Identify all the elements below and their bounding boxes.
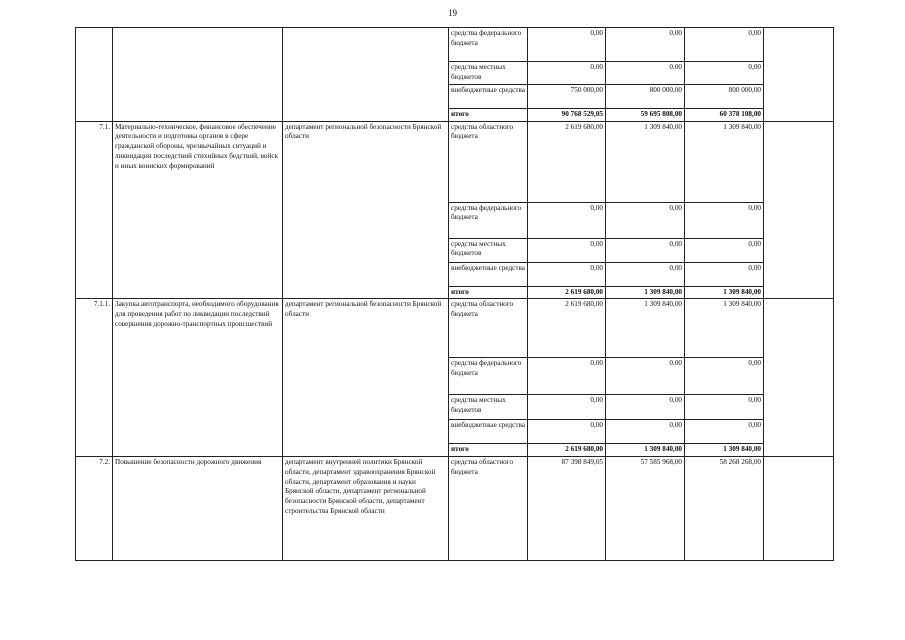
- amount-year3: 0,00: [685, 420, 764, 444]
- executor: департамент региональной безопасности Брянской области: [283, 299, 449, 457]
- amount-year2: 0,00: [606, 202, 685, 238]
- amount-year1: 2 619 680,00: [528, 121, 606, 202]
- amount-year2: 0,00: [606, 28, 685, 62]
- amount-year1: 87 398 849,05: [528, 457, 606, 561]
- result-link-cell: [764, 121, 834, 299]
- amount-year2: 1 309 840,00: [606, 121, 685, 202]
- result-link-cell: [764, 457, 834, 561]
- amount-year1: 0,00: [528, 28, 606, 62]
- code-cell: [76, 28, 113, 122]
- executor: департамент региональной безопасности Брянской области: [283, 121, 449, 299]
- activity-name: Материально-техническое, финансовое обеспечение деятельности и подготовка органов в сфере гражданской обороны, чрезвычайных ситуаций и ликвидации последствий стихийных бедствий, войск и иных воинских формирований: [113, 121, 283, 299]
- funding-source-label: средства местных бюджетов: [449, 62, 528, 85]
- amount-year2: 0,00: [606, 420, 685, 444]
- amount-year3: 0,00: [685, 358, 764, 395]
- executor: департамент внутренней политики Брянской области, департамент здравоохранения Брянской области, департамент образования и науки Брянской области, департамент региональной безопасности Брянской области, департамент строительства Брянской области: [283, 457, 449, 561]
- funding-source-label: итого: [449, 109, 528, 122]
- amount-year1: 0,00: [528, 62, 606, 85]
- amount-year1: 750 000,00: [528, 85, 606, 109]
- amount-year3: 1 309 840,00: [685, 444, 764, 457]
- funding-source-label: итого: [449, 286, 528, 299]
- table-row: [76, 121, 834, 202]
- result-link-cell: [764, 28, 834, 122]
- amount-year3: 1 309 840,00: [685, 286, 764, 299]
- funding-source-label: средства местных бюджетов: [449, 238, 528, 262]
- funding-source-label: внебюджетные средства: [449, 85, 528, 109]
- amount-year1: 90 768 529,05: [528, 109, 606, 122]
- budget-table: [75, 27, 834, 561]
- amount-year2: 800 000,00: [606, 85, 685, 109]
- funding-source-label: средства областного бюджета: [449, 457, 528, 561]
- amount-year3: 0,00: [685, 28, 764, 62]
- funding-source-label: средства областного бюджета: [449, 121, 528, 202]
- item-code: 7.1.1.: [76, 299, 113, 457]
- funding-source-label: средства местных бюджетов: [449, 395, 528, 420]
- item-code: 7.2.: [76, 457, 113, 561]
- table-row: [76, 457, 834, 561]
- amount-year1: 0,00: [528, 238, 606, 262]
- page-number: 19: [448, 8, 457, 18]
- amount-year2: 0,00: [606, 262, 685, 286]
- amount-year2: 59 695 808,00: [606, 109, 685, 122]
- amount-year2: 1 309 840,00: [606, 286, 685, 299]
- amount-year1: 0,00: [528, 262, 606, 286]
- amount-year3: 800 000,00: [685, 85, 764, 109]
- amount-year2: 0,00: [606, 395, 685, 420]
- amount-year1: 2 619 680,00: [528, 286, 606, 299]
- amount-year1: 0,00: [528, 358, 606, 395]
- amount-year3: 1 309 840,00: [685, 121, 764, 202]
- funding-source-label: внебюджетные средства: [449, 262, 528, 286]
- amount-year2: 1 309 840,00: [606, 299, 685, 358]
- amount-year2: 0,00: [606, 358, 685, 395]
- amount-year2: 57 585 968,00: [606, 457, 685, 561]
- funding-source-label: средства федерального бюджета: [449, 358, 528, 395]
- amount-year2: 1 309 840,00: [606, 444, 685, 457]
- amount-year1: 0,00: [528, 420, 606, 444]
- amount-year3: 58 268 268,00: [685, 457, 764, 561]
- result-link-cell: [764, 299, 834, 457]
- funding-source-label: средства федерального бюджета: [449, 202, 528, 238]
- amount-year2: 0,00: [606, 62, 685, 85]
- activity-name: Закупка автотранспорта, необходимого оборудования для проведения работ по ликвидации последствий совершения дорожно-транспортных происшествий: [113, 299, 283, 457]
- funding-source-label: внебюджетные средства: [449, 420, 528, 444]
- table-row: [76, 299, 834, 358]
- amount-year1: 0,00: [528, 395, 606, 420]
- table-row: [76, 28, 834, 62]
- executor-cell: [283, 28, 449, 122]
- amount-year1: 2 619 680,00: [528, 299, 606, 358]
- amount-year3: 0,00: [685, 262, 764, 286]
- activity-name: Повышение безопасности дорожного движения: [113, 457, 283, 561]
- funding-source-label: средства федерального бюджета: [449, 28, 528, 62]
- amount-year3: 60 378 108,00: [685, 109, 764, 122]
- item-code: 7.1.: [76, 121, 113, 299]
- amount-year3: 1 309 840,00: [685, 299, 764, 358]
- activity-name-cell: [113, 28, 283, 122]
- amount-year3: 0,00: [685, 395, 764, 420]
- funding-source-label: средства областного бюджета: [449, 299, 528, 358]
- amount-year3: 0,00: [685, 202, 764, 238]
- amount-year1: 2 619 680,00: [528, 444, 606, 457]
- funding-source-label: итого: [449, 444, 528, 457]
- amount-year1: 0,00: [528, 202, 606, 238]
- amount-year3: 0,00: [685, 238, 764, 262]
- amount-year3: 0,00: [685, 62, 764, 85]
- amount-year2: 0,00: [606, 238, 685, 262]
